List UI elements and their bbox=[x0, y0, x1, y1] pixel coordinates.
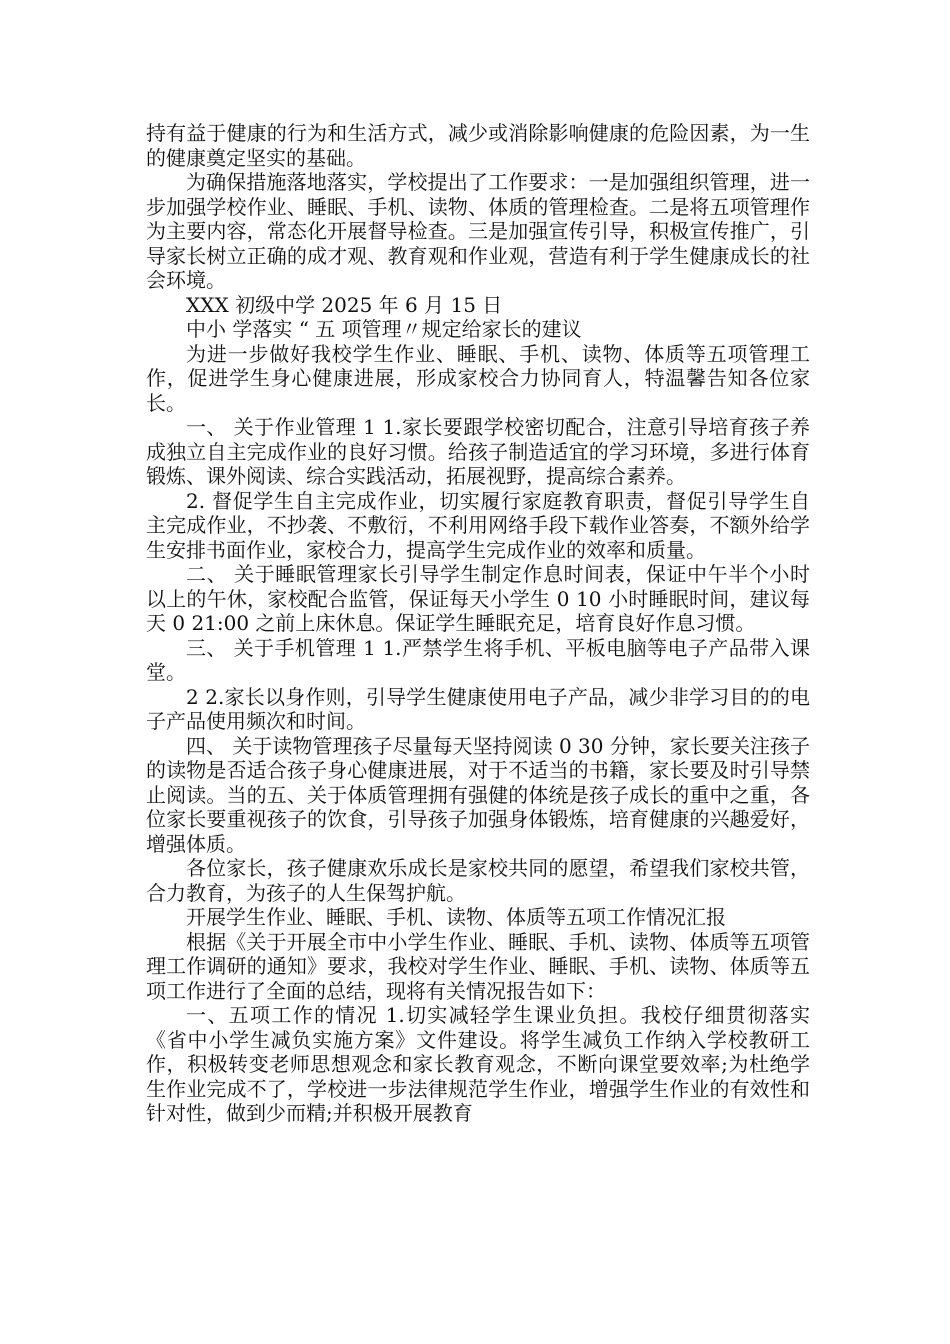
document-body bbox=[146, 121, 810, 1126]
paragraph-report-1: 一、五项工作的情况 1.切实减轻学生课业负担。我校仔细贯彻落实《省中小学生减负实施方案》文件建设。将学生减负工作纳入学校教研工作，积极转变老师思想观念和家长教育观念，不断向课堂要效率;为杜绝学生作业完成不了，学校进一步法律规范学生作业，增强学生作业的有效性和针对性，做到少而精;并积极开展教育 bbox=[146, 1003, 810, 1125]
paragraph-1: 持有益于健康的行为和生活方式，减少或消除影响健康的危险因素，为一生的健康奠定坚实的基础。 bbox=[146, 121, 810, 170]
paragraph-homework: 一、 关于作业管理 1 1.家长要跟学校密切配合，注意引导培育孩子养成独立自主完成作业的良好习惯。给孩子制造适宜的学习环境，多进行体育锻炼、课外阅读、综合实践活动，拓展视野，提高综合素养。 bbox=[146, 415, 810, 488]
paragraph-phone: 三、 关于手机管理 1 1.严禁学生将手机、平板电脑等电子产品带入课堂。 bbox=[146, 635, 810, 684]
paragraph-closing: 各位家长，孩子健康欢乐成长是家校共同的愿望，希望我们家校共管，合力教育，为孩子的人生保驾护航。 bbox=[146, 856, 810, 905]
section-title-parent-suggestions: 中小 学落实 “ 五 项管理〃规定给家长的建议 bbox=[186, 317, 582, 341]
paragraph-report-intro: 根据《关于开展全市中小学生作业、睡眠、手机、读物、体质等五项管理工作调研的通知》要求，我校对学生作业、睡眠、手机、读物、体质等五项工作进行了全面的总结，现将有关情况报告如下： bbox=[146, 929, 810, 1003]
signature-date-line: XXX 初级中学 2025 年 6 月 15 日 bbox=[186, 292, 503, 317]
paragraph-5: 为进一步做好我校学生作业、睡眠、手机、读物、体质等五项管理工作，促进学生身心健康进展，形成家校合力协同育人，特温馨告知各位家长。 bbox=[146, 341, 810, 415]
paragraph-homework-2: 2. 督促学生自主完成作业，切实履行家庭教育职责，督促引导学生自主完成作业，不抄袭、不敷衍，不利用网络手段下载作业答奏，不额外给学生安排书面作业，家校合力，提高学生完成作业的效率和质量。 bbox=[146, 488, 810, 562]
section-title-report: 开展学生作业、睡眠、手机、读物、体质等五项工作情况汇报 bbox=[186, 905, 726, 929]
paragraph-phone-2: 2 2.家长以身作则，引导学生健康使用电子产品，减少非学习目的的电子产品使用频次和时间。 bbox=[146, 684, 810, 733]
paragraph-reading: 四、 关于读物管理孩子尽量每天坚持阅读 0 30 分钟，家长要关注孩子的读物是否适合孩子身心健康进展，对于不适当的书籍，家长要及时引导禁止阅读。当的五、关于体质管理拥有强健的体统是孩子成长的重中之重，各位家长要重视孩子的饮食，引导孩子加强身体锻炼，培育健康的兴趣爱好，增强体质。 bbox=[146, 733, 810, 856]
paragraph-2: 为确保措施落地落实，学校提出了工作要求：一是加强组织管理，进一步加强学校作业、睡眠、手机、读物、体质的管理检查。二是将五项管理作为主要内容，常态化开展督导检查。三是加强宣传引导，积极宣传推广，引导家长树立正确的成才观、教育观和作业观，营造有利于学生健康成长的社会环境。 bbox=[146, 170, 810, 292]
paragraph-sleep: 二、 关于睡眠管理家长引导学生制定作息时间表，保证中午半个小时以上的午休，家校配合监管，保证每天小学生 0 10 小时睡眠时间，建议每天 0 21:00 之前上床休息。保证学生睡眠充足，培育良好作息习惯。 bbox=[146, 562, 810, 635]
